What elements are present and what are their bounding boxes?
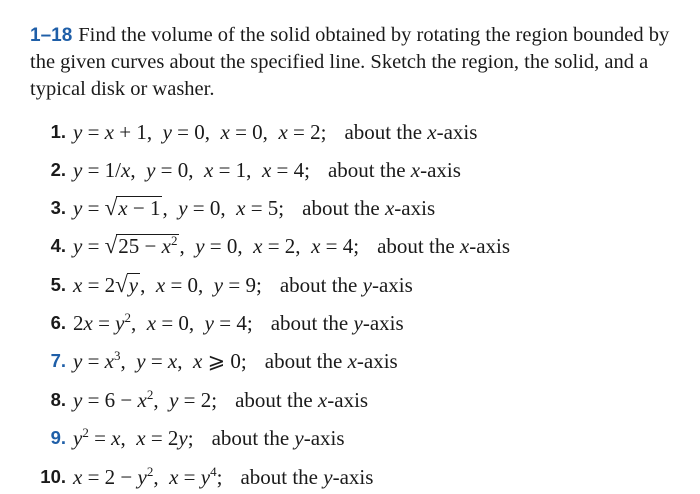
problem-4 [0, 229, 510, 263]
problem-number: 10. [40, 466, 66, 487]
problem-number: 6. [50, 312, 66, 333]
problem-number: 5. [50, 274, 66, 295]
problem-number: 4. [50, 235, 66, 256]
rotation-axis: about the x-axis [344, 119, 478, 144]
problem-equations: $2x = y^2$, x = 0, y = 4; [73, 309, 253, 335]
problem-equations: y = x + 1, y = 0, x = 0, x = 2; [73, 119, 327, 144]
rotation-axis: about the y-axis [270, 310, 404, 335]
problem-equations: x = 2√y, x = 0, y = 9; [73, 272, 262, 297]
problem-number: 1. [50, 121, 66, 142]
problem-equations: y = 1/x, y = 0, x = 1, x = 4; [73, 157, 310, 182]
problem-number: 3. [50, 197, 66, 218]
rotation-axis: about the x-axis [377, 233, 511, 258]
problem-number: 7. [50, 350, 66, 371]
problem-2 [0, 153, 461, 187]
problem-equations: $y = √25 - x^2$, y = 0, x = 2, x = 4; [73, 233, 360, 258]
problem-equations: y = √x − 1, y = 0, x = 5; [73, 195, 285, 220]
rotation-axis: about the x-axis [327, 157, 461, 182]
problem-7 [0, 344, 398, 378]
rotation-axis: about the x-axis [235, 387, 369, 412]
instruction-text: Find the volume of the solid obtained by rotating the region bounded by the given curves about the specified line. Sketch the region, the solid, and a typical disk or washer. [30, 24, 670, 100]
problem-10 [0, 460, 373, 494]
problem-8 [0, 383, 368, 417]
problem-equations: $y = 6 - x^2$, y = 2; [73, 386, 218, 412]
problem-equations: $x = 2 - y^2$, $x = y^4$; [73, 463, 223, 489]
rotation-axis: about the y-axis [240, 464, 374, 489]
problem-number: 2. [50, 159, 66, 180]
rotation-axis: about the x-axis [264, 348, 398, 373]
problem-1 [0, 115, 477, 149]
rotation-axis: about the y-axis [279, 272, 413, 297]
problem-equations: $y^2 = x$, x = 2y; [73, 424, 194, 450]
exercise-range: 1–18 [30, 25, 73, 46]
problem-9 [0, 421, 345, 455]
problem-number: 8. [50, 389, 66, 410]
problem-6 [0, 306, 404, 340]
exercise-instructions [30, 22, 694, 103]
rotation-axis: about the y-axis [211, 425, 345, 450]
problem-number: 9. [50, 427, 66, 448]
problem-3 [0, 191, 435, 225]
problem-equations: $y = x^3$, y = x, x ⩾ 0; [73, 347, 247, 373]
problem-5 [0, 268, 413, 302]
rotation-axis: about the x-axis [302, 195, 436, 220]
